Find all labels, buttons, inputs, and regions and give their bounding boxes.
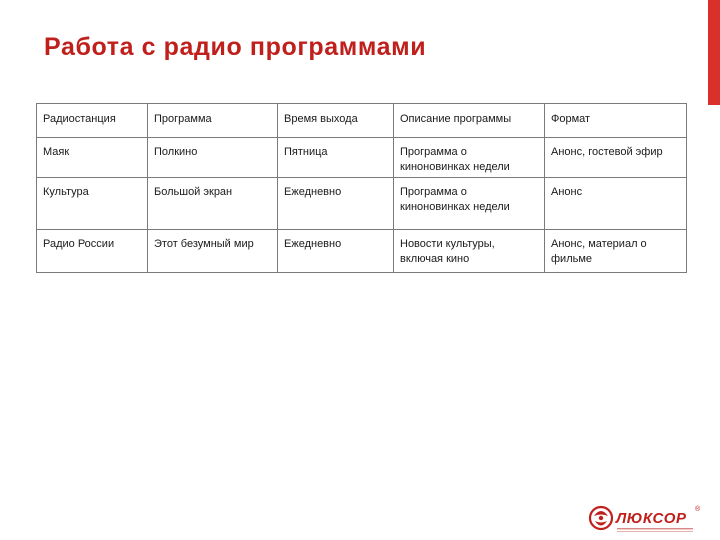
cell-format: Анонс: [545, 178, 687, 230]
logo-wordmark: ЛЮКСОР: [616, 510, 687, 527]
cell-program: Большой экран: [148, 178, 278, 230]
header-airtime: Время выхода: [278, 104, 394, 138]
cell-description: Новости культуры, включая кино: [394, 230, 545, 273]
header-program: Программа: [148, 104, 278, 138]
cell-format: Анонс, материал о фильме: [545, 230, 687, 273]
cell-program: Полкино: [148, 138, 278, 178]
logo-underline-dots: [617, 528, 693, 532]
cell-airtime: Пятница: [278, 138, 394, 178]
cell-program: Этот безумный мир: [148, 230, 278, 273]
cell-station: Радио России: [37, 230, 148, 273]
cell-airtime: Ежедневно: [278, 178, 394, 230]
cell-description: Программа о киноновинках недели: [394, 178, 545, 230]
header-description: Описание программы: [394, 104, 545, 138]
table-header-row: [37, 104, 687, 138]
cell-station: Маяк: [37, 138, 148, 178]
cell-description: Программа о киноновинках недели: [394, 138, 545, 178]
cell-airtime: Ежедневно: [278, 230, 394, 273]
luxor-logo: [587, 502, 705, 536]
cell-format: Анонс, гостевой эфир: [545, 138, 687, 178]
radio-programs-table: [36, 103, 687, 273]
cell-station: Культура: [37, 178, 148, 230]
accent-bar: [708, 0, 720, 105]
slide-title: Работа с радио программами: [44, 33, 427, 61]
table-row: [37, 178, 687, 230]
logo-registered-mark: ®: [695, 506, 701, 513]
luxor-emblem-icon: [590, 507, 612, 529]
table-row: [37, 230, 687, 273]
header-station: Радиостанция: [37, 104, 148, 138]
table-row: [37, 138, 687, 178]
header-format: Формат: [545, 104, 687, 138]
